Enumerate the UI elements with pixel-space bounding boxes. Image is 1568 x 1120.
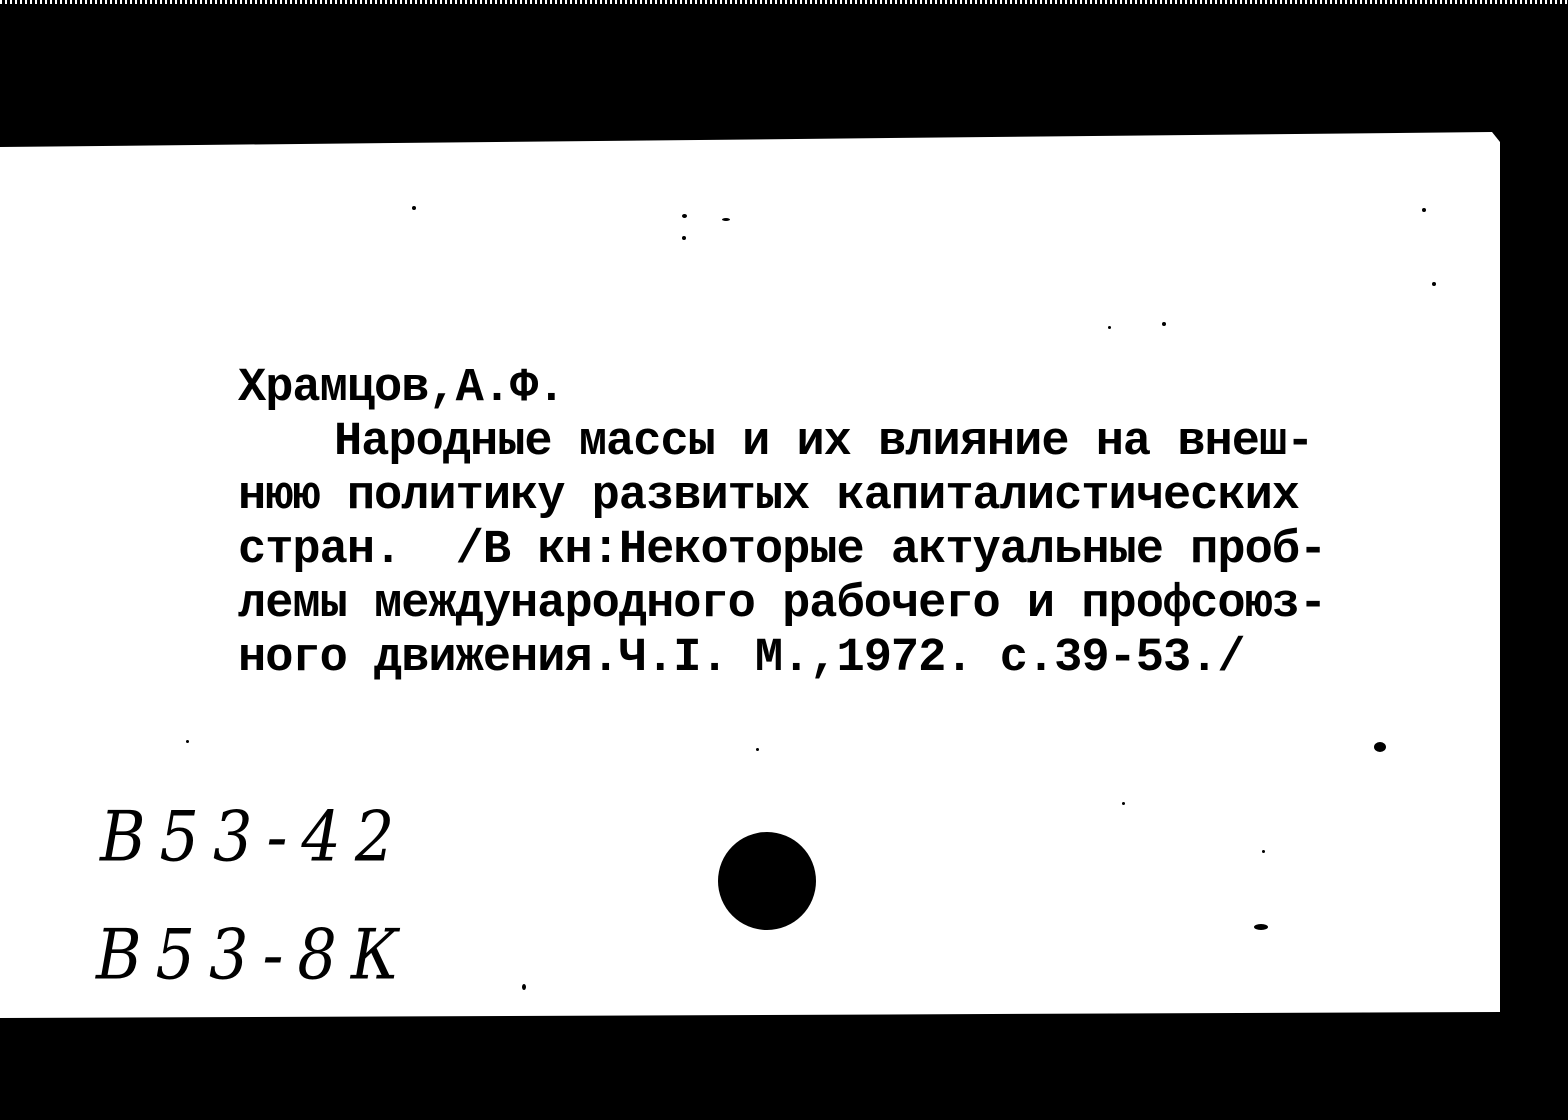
scan-top-edge: [0, 0, 1568, 4]
entry-line-4: лемы международного рабочего и профсоюз-: [238, 578, 1327, 631]
dust-speck: [1262, 850, 1265, 853]
dust-speck: [1122, 802, 1125, 805]
dust-speck: [1432, 282, 1436, 286]
dust-speck: [756, 748, 759, 751]
dust-speck: [1422, 208, 1426, 212]
dust-speck: [522, 984, 526, 990]
dust-speck: [722, 218, 730, 221]
entry-line-2: нюю политику развитых капиталистических: [238, 470, 1299, 523]
entry-line-3: стран. /В кн:Некоторые актуальные проб-: [238, 524, 1327, 577]
dust-speck: [412, 206, 416, 210]
punch-hole: [718, 832, 816, 930]
dust-speck: [1108, 326, 1111, 329]
dust-speck: [1374, 742, 1386, 752]
dust-speck: [682, 214, 687, 218]
handwritten-shelfmark-2: В53-8К: [96, 913, 413, 996]
dust-speck: [186, 740, 189, 743]
dust-speck: [1162, 322, 1166, 326]
dust-speck: [682, 236, 686, 240]
bibliographic-entry: [238, 362, 1488, 686]
entry-line-1: Народные массы и их влияние на внеш-: [334, 416, 1314, 469]
dust-speck: [1254, 924, 1268, 930]
entry-line-5: ного движения.Ч.I. М.,1972. с.39-53./: [238, 632, 1245, 685]
handwritten-shelfmark-1: В53-42: [100, 795, 409, 878]
author-line: Храмцов,А.Ф.: [238, 362, 565, 415]
